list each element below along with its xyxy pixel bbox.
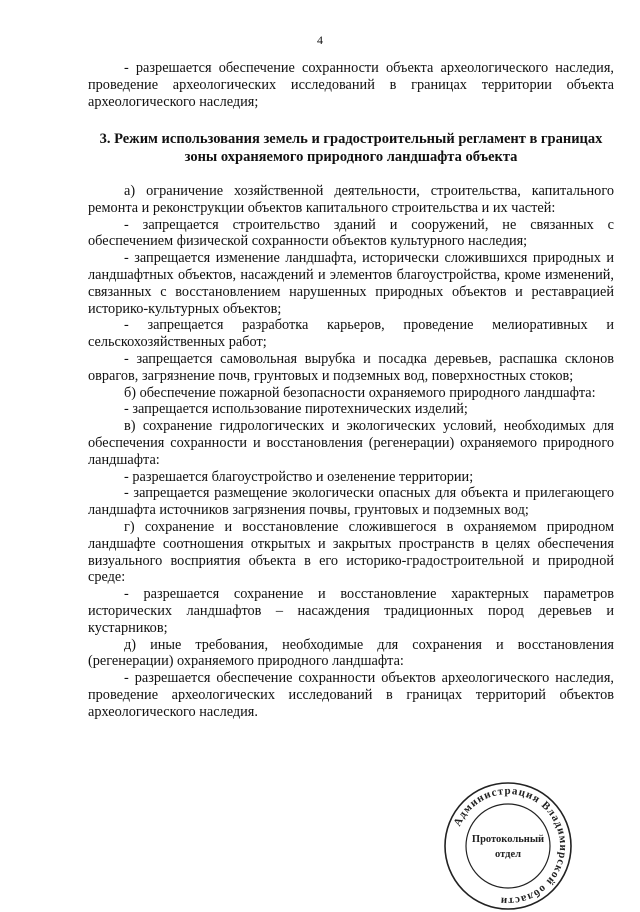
lead-block [88,60,614,110]
stamp-center-line2: отдел [495,849,521,860]
page-number: 4 [317,33,323,47]
paragraph: в) сохранение гидрологических и экологических условий, необходимых для обеспечения сохранности и восстановления (регенерации) охраняемого природного ландшафта: [88,418,614,468]
paragraph: - разрешается благоустройство и озеленение территории; [124,468,474,485]
paragraph: д) иные требования, необходимые для сохранения и восстановления (регенерации) охраняемого природного ландшафта: [88,636,614,670]
stamp-inner-ring [466,804,550,888]
paragraph: - разрешается обеспечение сохранности объекта археологического наследия, проведение археологических исследований в границах территории объекта археологического наследия; [88,60,614,110]
stamp-center-line1: Протокольный [471,834,545,845]
paragraph: - запрещается использование пиротехнических изделий; [124,401,468,418]
paragraph: - запрещается размещение экологически опасных для объекта и прилегающего ландшафта источников загрязнения почвы, грунтовых и подземных вод; [88,485,614,519]
stamp-outer-ring [445,783,571,909]
paragraph: - разрешается сохранение и восстановление характерных параметров исторических ландшафтов – насаждения традиционных пород деревьев и кустарников; [88,586,614,636]
section-heading-block [88,130,614,166]
section-heading: 3. Режим использования земель и градостроительный регламент в границах зоны охраняемого природного ландшафта объекта [99,131,603,165]
official-stamp [442,780,574,912]
paragraph: г) сохранение и восстановление сложившегося в охраняемом природном ландшафте соотношения открытых и закрытых пространств в целях обеспечения визуального восприятия объекта в его историко-градостроительной и природной среде: [88,518,614,586]
paragraph: б) обеспечение пожарной безопасности охраняемого природного ландшафта: [124,384,596,401]
paragraph: - запрещается разработка карьеров, проведение мелиоративных и сельскохозяйственных работ; [88,317,614,351]
paragraph: - разрешается обеспечение сохранности объектов археологического наследия, проведение археологических исследований в границах территорий объектов археологического наследия. [88,670,614,720]
stamp-ring-text: Администрация Владимирской области [451,784,570,908]
paragraph: - запрещается изменение ландшафта, исторически сложившихся природных и ландшафтных объектов, насаждений и элементов благоустройства, кроме изменений, связанных с восстановлением нарушенных природных объектов и реставрацией историко-культурных объектов; [88,250,614,317]
paragraph: - запрещается строительство зданий и сооружений, не связанных с обеспечением физической сохранности объектов культурного наследия; [88,216,614,250]
paragraph: а) ограничение хозяйственной деятельности, строительства, капитального ремонта и реконструкции объектов капитального строительства и их частей: [88,183,614,216]
paragraph: - запрещается самовольная вырубка и посадка деревьев, распашка склонов оврагов, загрязнение почв, грунтовых и подземных вод, поверхностных стоков; [88,350,614,384]
section-body [88,183,614,721]
